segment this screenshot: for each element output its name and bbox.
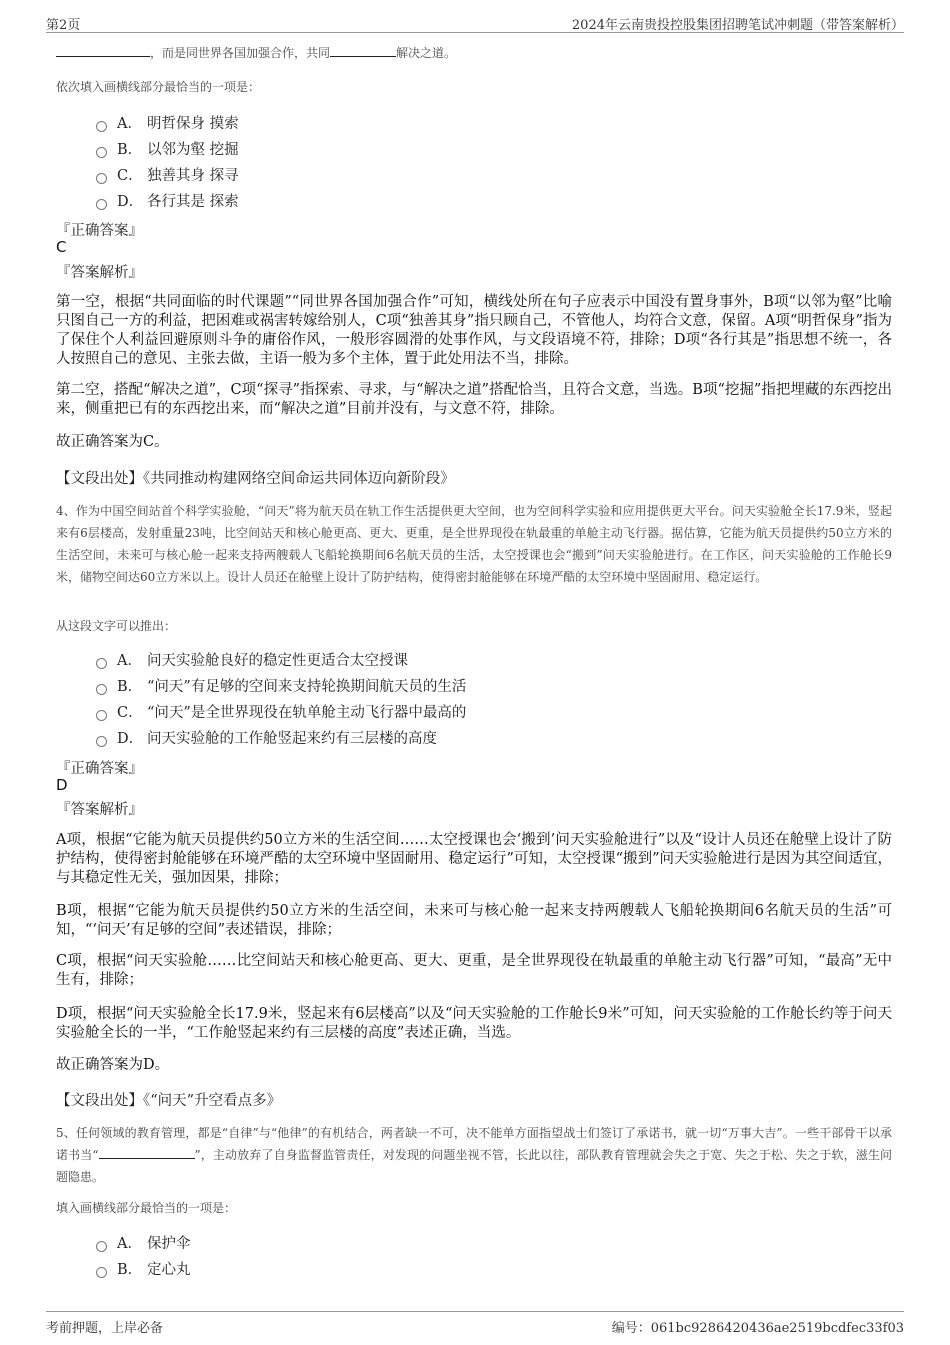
q4-analysis-b: B项，根据“它能为航天员提供约50立方米的生活空间，未来可与核心舱一起来支持两艘载人飞船轮换期间6名航天员的生活”可知，“‘问天’有足够的空间”表述错误，排除； [56, 903, 892, 938]
radio-icon[interactable] [96, 173, 107, 184]
page-header [46, 12, 904, 33]
q4-conclusion: 故正确答案为D。 [56, 1057, 170, 1073]
q3-option-a[interactable]: A． 明哲保身 摸索 [96, 114, 239, 134]
q5-stem: 5、任何领域的教育管理，都是“自律”与“他律”的有机结合，两者缺一不可，决不能单方面指望战士们签订了承诺书，就一切“万事大吉”。一些干部骨干以承诺书当“ ”，主动放弃了自身监督监管责任，对发现的问题坐视不管，长此以往，部队教育管理就会失之于宽、失之于松、失之于软，滋生问题隐患。 [56, 1126, 893, 1184]
page-footer [46, 1311, 904, 1336]
radio-icon[interactable] [96, 736, 107, 747]
radio-icon[interactable] [96, 121, 107, 132]
radio-icon[interactable] [96, 147, 107, 158]
q4-option-b[interactable]: B． “问天”有足够的空间来支持轮换期间航天员的生活 [96, 677, 466, 697]
document-id: 编号：061bc9286420436ae2519bcdfec33f03 [611, 1321, 904, 1336]
q5-prompt: 填入画横线部分最恰当的一项是： [56, 1201, 237, 1215]
q4-option-d[interactable]: D． 问天实验舱的工作舱竖起来约有三层楼的高度 [96, 729, 437, 749]
q4-option-c[interactable]: C． “问天”是全世界现役在轨单舱主动飞行器中最高的 [96, 703, 466, 723]
document-title: 2024年云南贵投控股集团招聘笔试冲刺题（带答案解析） [571, 18, 904, 33]
q4-analysis-a: A项，根据“它能为航天员提供约50立方米的生活空间……太空授课也会‘搬到’问天实验舱进行”以及“设计人员还在舱壁上设计了防护结构，使得密封舱能够在环境严酷的太空环境中坚固耐用、稳定运行”可知，太空授课“搬到”问天实验舱进行是因为其空间适宜，与其稳定性无关，强加因果，排除； [56, 832, 892, 886]
q3-option-b[interactable]: B． 以邻为壑 挖掘 [96, 140, 239, 160]
q4-analysis-d: D项，根据“问天实验舱全长17.9米，竖起来有6层楼高”以及“问天实验舱的工作舱长9米”可知，问天实验舱的工作舱长约等于问天实验舱全长的一半，“工作舱竖起来约有三层楼的高度”表述正确，当选。 [56, 1006, 892, 1041]
q4-prompt: 从这段文字可以推出： [56, 619, 177, 633]
q4-stem: 4、作为中国空间站首个科学实验舱，“问天”将为航天员在轨工作生活提供更大空间，也为空间科学实验和应用提供更大平台。问天实验舱全长17.9米，竖起来有6层楼高，发射重量23吨，比空间站天和核心舱更高、更大、更重，是全世界现役在轨最重的单舱主动飞行器。据估算，它能为航天员提供约50立方米的生活空间，未来可与核心舱一起来支持两艘载人飞船轮换期间6名航天员的生活，太空授课也会“搬到”问天实验舱进行。在工作区，问天实验舱的工作舱长9米，储物空间达60立方米以上。设计人员还在舱壁上设计了防护结构，使得密封舱能够在环境严酷的太空环境中坚固耐用、稳定运行。 [56, 504, 892, 584]
fill-blank-2 [330, 44, 396, 57]
footer-slogan: 考前押题，上岸必备 [46, 1321, 164, 1336]
q3-option-c[interactable]: C． 独善其身 探寻 [96, 166, 239, 186]
radio-icon[interactable] [96, 1267, 107, 1278]
radio-icon[interactable] [96, 658, 107, 669]
q3-analysis-paragraph-1: 第一空，根据“共同面临的时代课题”“同世界各国加强合作”可知，横线处所在句子应表示中国没有置身事外，B项“以邻为壑”比喻只图自己一方的利益，把困难或祸害转嫁给别人，C项“独善其身”指只顾自己，不管他人，均符合文意，保留。A项“明哲保身”指为了保住个人利益回避原则斗争的庸俗作风，一般形容圆滑的处事作风，与文段语境不符，排除；D项“各行其是”指思想不统一，各人按照自己的意见、主张去做，主语一般为多个主体，置于此处用法不当，排除。 [56, 294, 892, 367]
q5-option-a[interactable]: A． 保护伞 [96, 1234, 191, 1254]
q3-answer-label: 『正确答案』 [56, 223, 143, 239]
radio-icon[interactable] [96, 710, 107, 721]
radio-icon[interactable] [96, 684, 107, 695]
q3-stem-tail: ，而是同世界各国加强合作，共同 解决之道。 [56, 42, 892, 64]
q4-analysis-c: C项，根据“问天实验舱……比空间站天和核心舱更高、更大、更重，是全世界现役在轨最重的单舱主动飞行器”可知，“最高”无中生有，排除； [56, 953, 892, 988]
q3-source: 【文段出处】《共同推动构建网络空间命运共同体迈向新阶段》 [56, 471, 455, 487]
radio-icon[interactable] [96, 1241, 107, 1252]
q4-option-a[interactable]: A． 问天实验舱良好的稳定性更适合太空授课 [96, 651, 408, 671]
q4-analysis-label: 『答案解析』 [56, 802, 143, 818]
q4-answer-label: 『正确答案』 [56, 761, 143, 777]
q5-option-b[interactable]: B． 定心丸 [96, 1260, 191, 1280]
q4-answer: D [56, 776, 68, 794]
radio-icon[interactable] [96, 199, 107, 210]
q3-answer: C [56, 238, 67, 256]
q3-analysis-label: 『答案解析』 [56, 265, 143, 281]
q3-analysis-paragraph-2: 第二空，搭配“解决之道”，C项“探寻”指探索、寻求，与“解决之道”搭配恰当，且符合文意，当选。B项“挖掘”指把埋藏的东西挖出来，侧重把已有的东西挖出来，而“解决之道”目前并没有，与文意不符，排除。 [56, 382, 892, 417]
fill-blank-1 [56, 44, 150, 57]
q3-prompt: 依次填入画横线部分最恰当的一项是： [56, 80, 261, 94]
q3-option-d[interactable]: D． 各行其是 探索 [96, 192, 239, 212]
q4-source: 【文段出处】《“问天”升空看点多》 [56, 1093, 282, 1109]
q3-conclusion: 故正确答案为C。 [56, 434, 169, 450]
fill-blank-q5 [99, 1146, 195, 1159]
page-number: 第2页 [46, 18, 81, 33]
